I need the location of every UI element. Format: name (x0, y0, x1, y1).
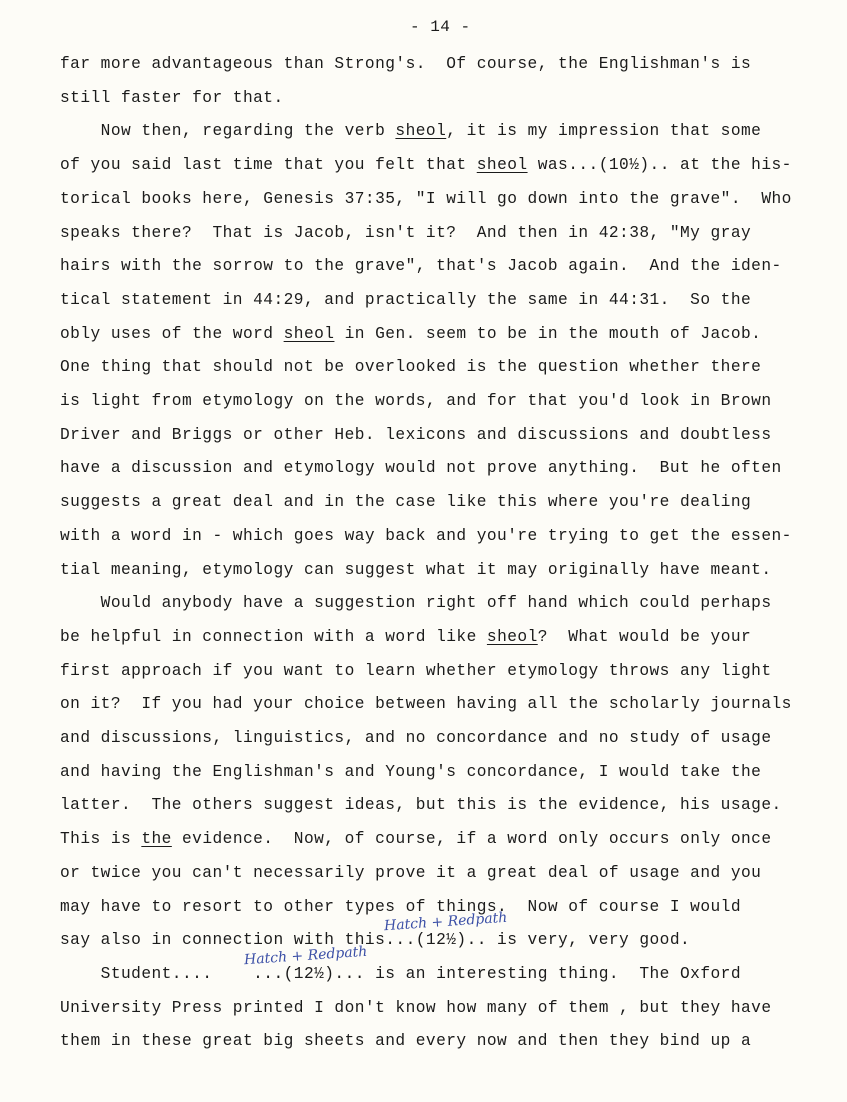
text-line (60, 795, 782, 815)
text-line (60, 189, 792, 209)
line-text: tial meaning, etymology can suggest what it may originally have meant. (60, 560, 772, 579)
text-line (60, 223, 751, 243)
line-text: obly uses of the word (60, 324, 284, 343)
handwritten-annotation: Hatch + Redpath (243, 943, 368, 969)
line-text: torical books here, Genesis 37:35, "I will go down into the grave". Who (60, 189, 792, 208)
line-text: speaks there? That is Jacob, isn't it? And then in 42:38, "My gray (60, 223, 752, 242)
line-text: on it? If you had your choice between having all the scholarly journals (60, 695, 792, 714)
underlined-word: sheol (486, 627, 538, 646)
line-text: Would anybody have a suggestion right off hand which could perhaps (60, 594, 772, 613)
text-line (60, 492, 751, 512)
text-line (60, 694, 792, 714)
text-line (60, 121, 761, 141)
underlined-word: sheol (395, 122, 447, 141)
line-text: suggests a great deal and in the case like this where you're dealing (60, 493, 752, 512)
line-text: in Gen. seem to be in the mouth of Jacob. (334, 324, 762, 343)
line-text: with a word in - which goes way back and you're trying to get the essen- (60, 526, 792, 545)
text-line (60, 357, 761, 377)
text-line (60, 458, 782, 478)
line-text: may have to resort to other types of things. Now of course I would (60, 897, 741, 916)
text-line (60, 661, 772, 681)
text-line (60, 290, 751, 310)
line-text: , it is my impression that some (446, 122, 762, 141)
text-line (60, 762, 761, 782)
line-text: latter. The others suggest ideas, but this is the evidence, his usage. (60, 796, 782, 815)
text-line (60, 155, 792, 175)
line-text: hairs with the sorrow to the grave", that's Jacob again. And the iden- (60, 257, 782, 276)
line-text: still faster for that. (60, 88, 284, 107)
line-text: University Press printed I don't know how many of them , but they have (60, 998, 772, 1017)
line-text: Now then, regarding the verb (60, 122, 396, 141)
text-line (60, 560, 772, 580)
line-text: say also in connection with this...(12½).. is very, very good. (60, 931, 691, 950)
line-text: and discussions, linguistics, and no concordance and no study of usage (60, 729, 772, 747)
line-text: One thing that should not be overlooked is the question whether there (60, 358, 762, 377)
line-text: or twice you can't necessarily prove it a great deal of usage and you (60, 863, 762, 882)
line-text: have a discussion and etymology would not prove anything. But he often (60, 459, 782, 478)
text-line (60, 1031, 751, 1051)
line-text: be helpful in connection with a word like (60, 627, 487, 646)
line-text: first approach if you want to learn whether etymology throws any light (60, 661, 772, 680)
underlined-word: sheol (283, 324, 335, 343)
handwritten-annotation: Hatch + Redpath (383, 909, 508, 935)
text-line (60, 964, 741, 984)
underlined-word: sheol (476, 156, 528, 175)
text-line (60, 930, 690, 950)
text-line (60, 88, 284, 108)
line-text: is light from etymology on the words, and for that you'd look in Brown (60, 392, 772, 410)
text-line (60, 324, 761, 344)
text-line (60, 627, 751, 647)
text-line (60, 728, 772, 748)
text-line (60, 829, 772, 849)
text-line (60, 526, 792, 546)
text-line (60, 863, 761, 883)
underlined-word: the (141, 830, 172, 849)
line-text: far more advantageous than Strong's. Of course, the Englishman's is (60, 55, 752, 73)
text-line (60, 54, 751, 74)
line-text: Driver and Briggs or other Heb. lexicons and discussions and doubtless (60, 425, 772, 444)
text-line (60, 998, 772, 1018)
line-text: evidence. Now, of course, if a word only occurs only once (171, 830, 772, 849)
line-text: Student.... ...(12½)... is an interesting thing. The Oxford (60, 964, 741, 983)
line-text: ? What would be your (537, 627, 752, 646)
line-text: tical statement in 44:29, and practically the same in 44:31. So the (60, 290, 752, 309)
line-text: them in these great big sheets and every now and then they bind up a (60, 1032, 752, 1051)
text-line (60, 256, 782, 276)
line-text: was...(10½).. at the his- (527, 156, 792, 175)
page-number: - 14 - (410, 18, 471, 36)
line-text: and having the Englishman's and Young's concordance, I would take the (60, 762, 762, 781)
text-line (60, 897, 741, 917)
line-text: of you said last time that you felt that (60, 156, 477, 175)
line-text: This is (60, 830, 142, 849)
text-line (60, 593, 772, 613)
text-line (60, 425, 772, 445)
text-line (60, 391, 772, 411)
